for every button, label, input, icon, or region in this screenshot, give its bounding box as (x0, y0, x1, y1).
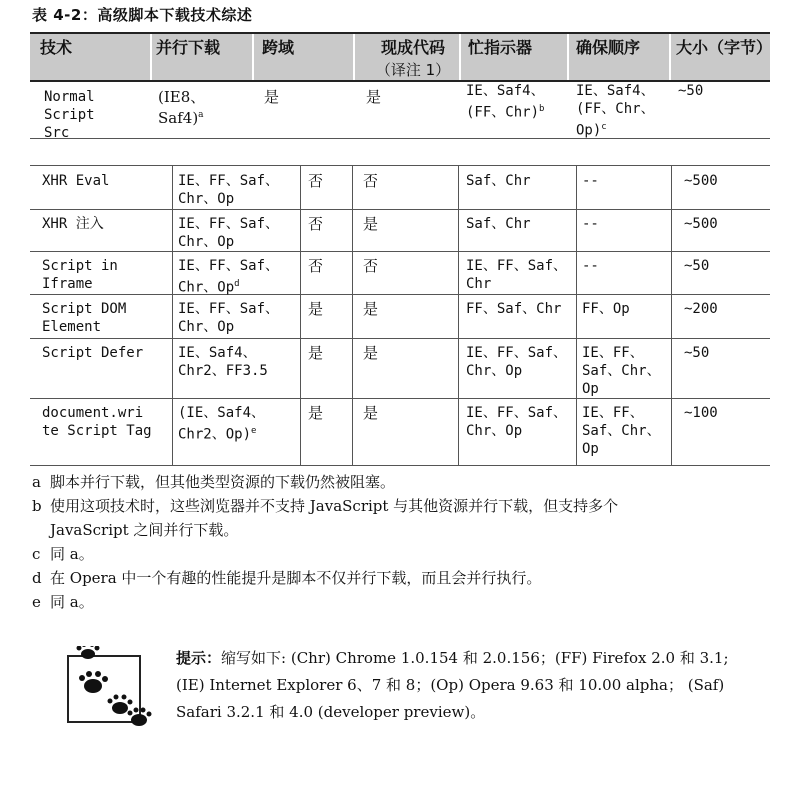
tip-text: 缩写如下: (Chr) Chrome 1.0.154 和 2.0.156；(FF) Firefox 2.0 和 3.1; (IE) Internet Explorer 6、7 和 8；(Op) Opera 9.63 和 10.00 alpha； (Saf) Safari 3.2.1 和 4.0 (developer preview)。 (176, 649, 729, 721)
table-caption: 表 4-2：高级脚本下载技术综述 (32, 6, 253, 24)
cell-busy-indicator: IE、FF、Saf、 Chr (466, 258, 568, 292)
cell-cross-domain: 否 (308, 215, 324, 233)
cell-cross-domain: 是 (308, 300, 324, 318)
cell-size: ~500 (684, 173, 718, 189)
tip-label: 提示： (176, 649, 222, 667)
cell-order: -- (582, 258, 599, 274)
cell-busy-indicator: FF、Saf、Chr (466, 301, 562, 317)
cell-order: -- (582, 216, 599, 232)
cell-size: ~50 (678, 83, 704, 99)
table-row (30, 338, 770, 399)
cell-parallel: IE、FF、Saf、 Chr、Op$^d$ (178, 258, 280, 296)
cell-busy-indicator: IE、FF、Saf、 Chr、Op (466, 345, 568, 379)
cell-parallel: IE、FF、Saf、 Chr、Op (178, 301, 280, 335)
cell-parallel: IE、Saf4、 Chr2、FF3.5 (178, 345, 268, 379)
cell-tech: Normal Script Src (44, 89, 95, 141)
cell-size: ~50 (684, 345, 710, 361)
table-row (30, 166, 770, 210)
cell-parallel: (IE8、 Saf4)$^a$ (158, 88, 206, 127)
cell-existing-code: 是 (366, 88, 382, 106)
cell-tech: XHR Eval (42, 173, 110, 189)
cell-size: ~500 (684, 216, 718, 232)
cell-tech: Script Defer (42, 345, 144, 361)
tip-box (176, 645, 736, 726)
cell-existing-code: 否 (363, 257, 379, 275)
cell-tech: Script DOM Element (42, 301, 127, 335)
paw-prints-icon (62, 646, 160, 732)
header-order: 确保顺序 (576, 38, 641, 57)
header-busy-indicator: 忙指示器 (468, 38, 533, 57)
header-tech: 技术 (40, 38, 73, 57)
table-row (30, 82, 770, 139)
table-row (30, 294, 770, 339)
cell-parallel: IE、FF、Saf、 Chr、Op (178, 216, 280, 250)
cell-busy-indicator: IE、Saf4、 (FF、Chr)$^b$ (466, 83, 545, 121)
cell-busy-indicator: IE、FF、Saf、 Chr、Op (466, 405, 568, 439)
header-parallel: 并行下载 (156, 38, 221, 57)
cell-cross-domain: 否 (308, 257, 324, 275)
header-cross-domain: 跨域 (262, 38, 295, 57)
cell-existing-code: 是 (363, 344, 379, 362)
footnote-b-continued: JavaScript 之间并行下载。 (50, 521, 239, 539)
footnote-c: c 同 a。 (32, 545, 94, 563)
cell-cross-domain: 是 (308, 404, 324, 422)
footnote-d: d 在 Opera 中一个有趣的性能提升是脚本不仅并行下载，而且会并行执行。 (32, 569, 542, 587)
table-header (30, 32, 773, 82)
cell-cross-domain: 是 (264, 88, 280, 106)
cell-existing-code: 否 (363, 172, 379, 190)
cell-existing-code: 是 (363, 300, 379, 318)
cell-existing-code: 是 (363, 215, 379, 233)
cell-size: ~50 (684, 258, 710, 274)
footnote-b: b 使用这项技术时，这些浏览器并不支持 JavaScript 与其他资源并行下载，但支持多个 (32, 497, 619, 515)
table-row (30, 251, 770, 295)
cell-parallel: IE、FF、Saf、 Chr、Op (178, 173, 280, 207)
footnote-a: a 脚本并行下载，但其他类型资源的下载仍然被阻塞。 (32, 473, 396, 491)
footnote-e: e 同 a。 (32, 593, 94, 611)
cell-busy-indicator: Saf、Chr (466, 173, 531, 189)
cell-order: -- (582, 173, 599, 189)
cell-existing-code: 是 (363, 404, 379, 422)
cell-size: ~100 (684, 405, 718, 421)
cell-tech: Script in Iframe (42, 258, 118, 292)
header-existing-code: 现成代码 （译注 1） (375, 38, 451, 79)
cell-cross-domain: 否 (308, 172, 324, 190)
header-size: 大小（字节） (676, 38, 773, 57)
footnotes (32, 470, 782, 614)
table-row (30, 209, 770, 252)
cell-tech: document.wri te Script Tag (42, 405, 152, 439)
cell-cross-domain: 是 (308, 344, 324, 362)
cell-order: FF、Op (582, 301, 630, 317)
cell-tech: XHR 注入 (42, 216, 104, 232)
table-row (30, 398, 770, 466)
cell-order: IE、FF、 Saf、Chr、 Op (582, 405, 661, 457)
cell-busy-indicator: Saf、Chr (466, 216, 531, 232)
cell-size: ~200 (684, 301, 718, 317)
cell-order: IE、Saf4、 (FF、Chr、 Op)$^c$ (576, 83, 655, 139)
cell-parallel: (IE、Saf4、 Chr2、Op)$^e$ (178, 405, 266, 443)
cell-order: IE、FF、 Saf、Chr、 Op (582, 345, 661, 397)
